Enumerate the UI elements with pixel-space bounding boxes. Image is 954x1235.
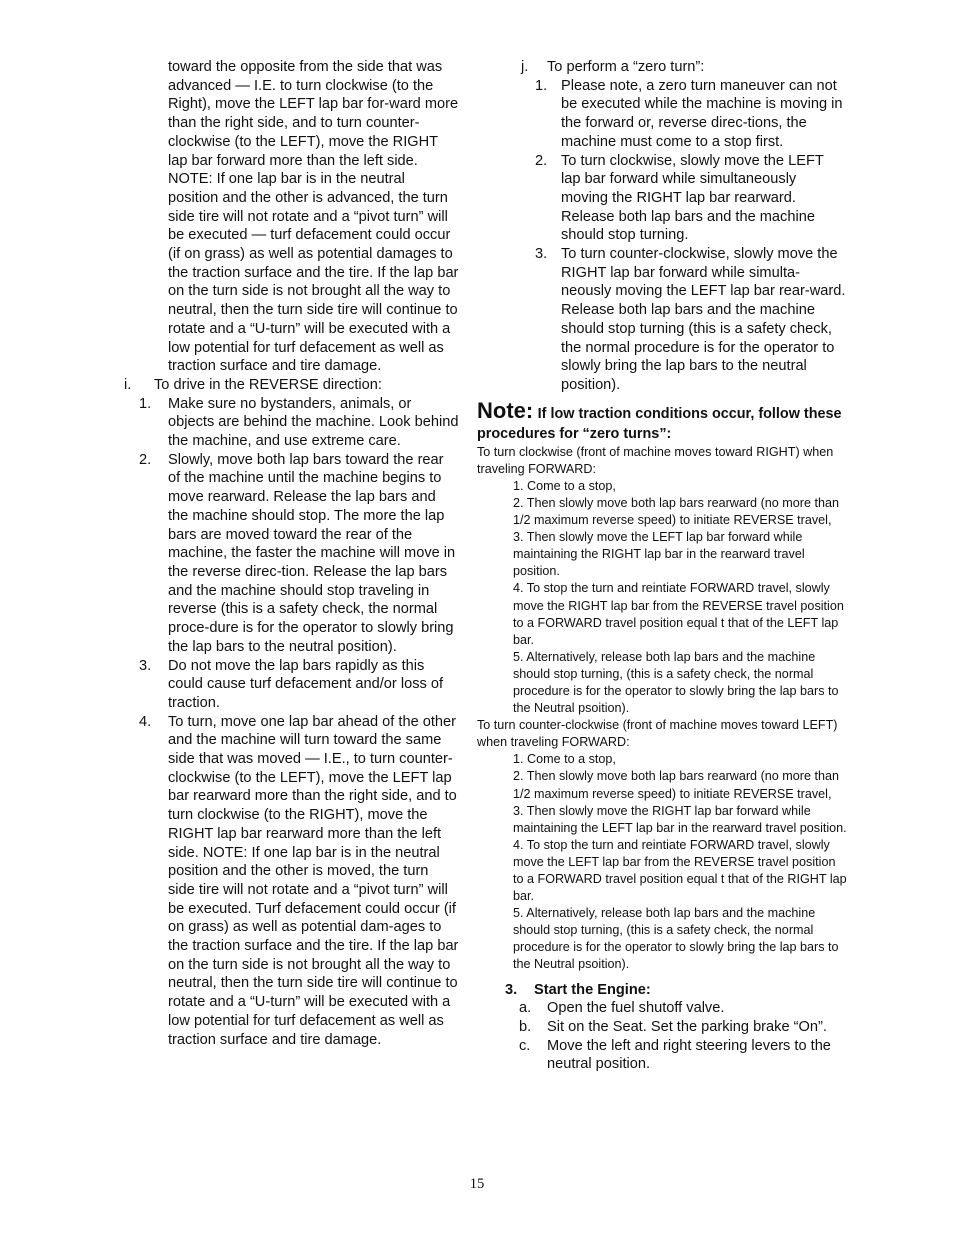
note-heading bbox=[477, 399, 847, 444]
note-label: Note: bbox=[477, 397, 534, 423]
section-j-item bbox=[535, 152, 847, 246]
section-i-marker: i. bbox=[124, 376, 132, 393]
item-marker: 3. bbox=[139, 657, 152, 674]
counter-clockwise-intro: To turn counter-clockwise (front of machine moves toward LEFT) when traveling FORWARD: bbox=[477, 718, 838, 750]
section-i-title: To drive in the REVERSE direction: bbox=[154, 376, 382, 393]
item-text: Do not move the lap bars rapidly as this could cause turf defacement and/or loss of traction. bbox=[168, 657, 444, 711]
start-engine-item bbox=[519, 999, 847, 1018]
item-text: To turn, move one lap bar ahead of the other and the machine will turn toward the same side that was moved — I.E., to turn counter-clockwise (to the LEFT), move the LEFT lap bar rearward more than the right side, and to turn clockwise (to the RIGHT), move the RIGHT lap bar rearward more than the left side. NOTE: If one lap bar is in the neutral position and the other is moved, the turn side tire will not rotate and a “pivot turn” will be executed. Turf defacement could occur (if on grass) as well as potential dam-ages to the traction surface and the tire. If the lap bar on the turn side is not brought all the way to neutral, then the turn side tire will continue to rotate and a “U-turn” will be executed with a low potential for turf defacement as well as traction surface and tire damage. bbox=[168, 713, 459, 1048]
item-text: To turn counter-clockwise, slowly move the RIGHT lap bar forward while simulta-neously moving the LEFT lap bar rear-ward. Release both lap bars and the machine should stop turning (this is a safety check, the normal procedure is for the operator to slowly bring the lap bars to the neutral position). bbox=[561, 246, 846, 393]
counter-clockwise-steps bbox=[513, 751, 847, 973]
item-text: Slowly, move both lap bars toward the rear of the machine until the machine begins to move rearward. Release the lap bars and the machine should stop. The more the lap bars are moved toward the rear of the machine, the faster the machine will move in the reverse direc-tion. Release the lap bars and the machine should stop traveling in reverse (this is a safety check, the normal proce-dure is for the operator to slowly bring the lap bars to the neutral position). bbox=[168, 451, 456, 655]
clockwise-step: 4. To stop the turn and reintiate FORWARD travel, slowly move the RIGHT lap bar from the REVERSE travel position to a FORWARD travel position equal t that of the LEFT lap bar. bbox=[513, 581, 844, 647]
counter-clockwise-step: 5. Alternatively, release both lap bars and the machine should stop turning, (this is a safety check, the normal procedure is for the operator to slowly bring the lap bars to the Neutral psoition). bbox=[513, 906, 839, 972]
low-traction-note bbox=[477, 399, 847, 974]
item-marker: a. bbox=[519, 1000, 532, 1017]
clockwise-step: 2. Then slowly move both lap bars rearward (no more than 1/2 maximum reverse speed) to initiate REVERSE travel, bbox=[513, 495, 839, 528]
item-text: Move the left and right steering levers to the neutral position. bbox=[547, 1037, 831, 1073]
page-number: 15 bbox=[469, 1176, 485, 1192]
start-engine-item bbox=[519, 1018, 847, 1037]
item-text: To turn clockwise, slowly move the LEFT lap bar forward while simultaneously moving the RIGHT lap bar rearward. Release both lap bars and the machine should stop turning. bbox=[561, 152, 824, 244]
clockwise-step: 3. Then slowly move the LEFT lap bar forward while maintaining the RIGHT lap bar in the rearward travel position. bbox=[513, 530, 805, 579]
start-engine-item bbox=[519, 1037, 847, 1074]
clockwise-intro: To turn clockwise (front of machine moves toward RIGHT) when traveling FORWARD: bbox=[477, 444, 834, 476]
clockwise-step: 5. Alternatively, release both lap bars and the machine should stop turning, (this is a safety check, the normal procedure is for the operator to slowly bring the lap bars to the Neutral psoition). bbox=[513, 649, 839, 716]
item-text: Sit on the Seat. Set the parking brake “On”. bbox=[547, 1018, 827, 1035]
section-i-item bbox=[139, 451, 459, 657]
section-j-item bbox=[535, 245, 847, 395]
continuation-paragraph: toward the opposite from the side that was advanced — I.E. to turn clockwise (to the Right), move the LEFT lap bar for-ward more than the right side, and to turn counter-clockwise (to the LEFT), move the RIGHT lap bar forward more than the left side. NOTE: If one lap bar is in the neutral position and the other is advanced, the turn side tire will not rotate and a “pivot turn” will be executed — turf defacement could occur (if on grass) as well as potential damages to the traction surface and the tire. If the lap bar on the turn side is not brought all the way to neutral, then the turn side tire will continue to rotate and a “U-turn” will be executed with a low potential for turf defacement as well as traction surface and tire damage. bbox=[168, 59, 459, 375]
item-text: Make sure no bystanders, animals, or objects are behind the machine. Look behind the machine, and use extreme care. bbox=[168, 395, 459, 450]
item-text: Open the fuel shutoff valve. bbox=[547, 1000, 725, 1017]
section-j-item bbox=[535, 77, 847, 152]
counter-clockwise-step: 1. Come to a stop, bbox=[513, 752, 616, 767]
section-i-item bbox=[139, 395, 459, 451]
item-marker: 1. bbox=[139, 395, 152, 412]
start-engine-marker: 3. bbox=[505, 981, 518, 998]
item-text: Please note, a zero turn maneuver can not be executed while the machine is moving in the forward or, reverse direc-tions, the machine must come to a stop first. bbox=[561, 77, 843, 150]
section-j-marker: j. bbox=[521, 59, 529, 75]
section-i-item bbox=[139, 657, 459, 713]
counter-clockwise-step: 4. To stop the turn and reintiate FORWARD travel, slowly move the LEFT lap bar from the REVERSE travel position to a FORWARD travel position equal t that of the RIGHT lap bar. bbox=[513, 837, 847, 904]
item-marker: c. bbox=[519, 1037, 531, 1054]
section-j-heading bbox=[521, 58, 847, 77]
left-column bbox=[124, 58, 459, 1049]
start-engine-heading bbox=[505, 981, 847, 1000]
clockwise-step: 1. Come to a stop, bbox=[513, 478, 616, 493]
section-i-item bbox=[139, 713, 459, 1050]
item-marker: b. bbox=[519, 1018, 532, 1035]
start-engine-title: Start the Engine: bbox=[534, 981, 651, 998]
item-marker: 2. bbox=[535, 152, 548, 169]
right-column bbox=[477, 58, 847, 1074]
item-marker: 1. bbox=[535, 77, 548, 94]
note-heading-text: If low traction conditions occur, follow these procedures for “zero turns”: bbox=[477, 405, 842, 442]
item-marker: 2. bbox=[139, 451, 152, 468]
section-i-heading bbox=[124, 376, 459, 395]
counter-clockwise-step: 3. Then slowly move the RIGHT lap bar forward while maintaining the LEFT lap bar in the rearward travel position. bbox=[513, 803, 847, 835]
section-j-title: To perform a “zero turn”: bbox=[547, 59, 705, 75]
item-marker: 4. bbox=[139, 713, 152, 730]
item-marker: 3. bbox=[535, 246, 548, 263]
clockwise-steps bbox=[513, 478, 847, 717]
counter-clockwise-step: 2. Then slowly move both lap bars rearward (no more than 1/2 maximum reverse speed) to initiate REVERSE travel, bbox=[513, 769, 839, 801]
